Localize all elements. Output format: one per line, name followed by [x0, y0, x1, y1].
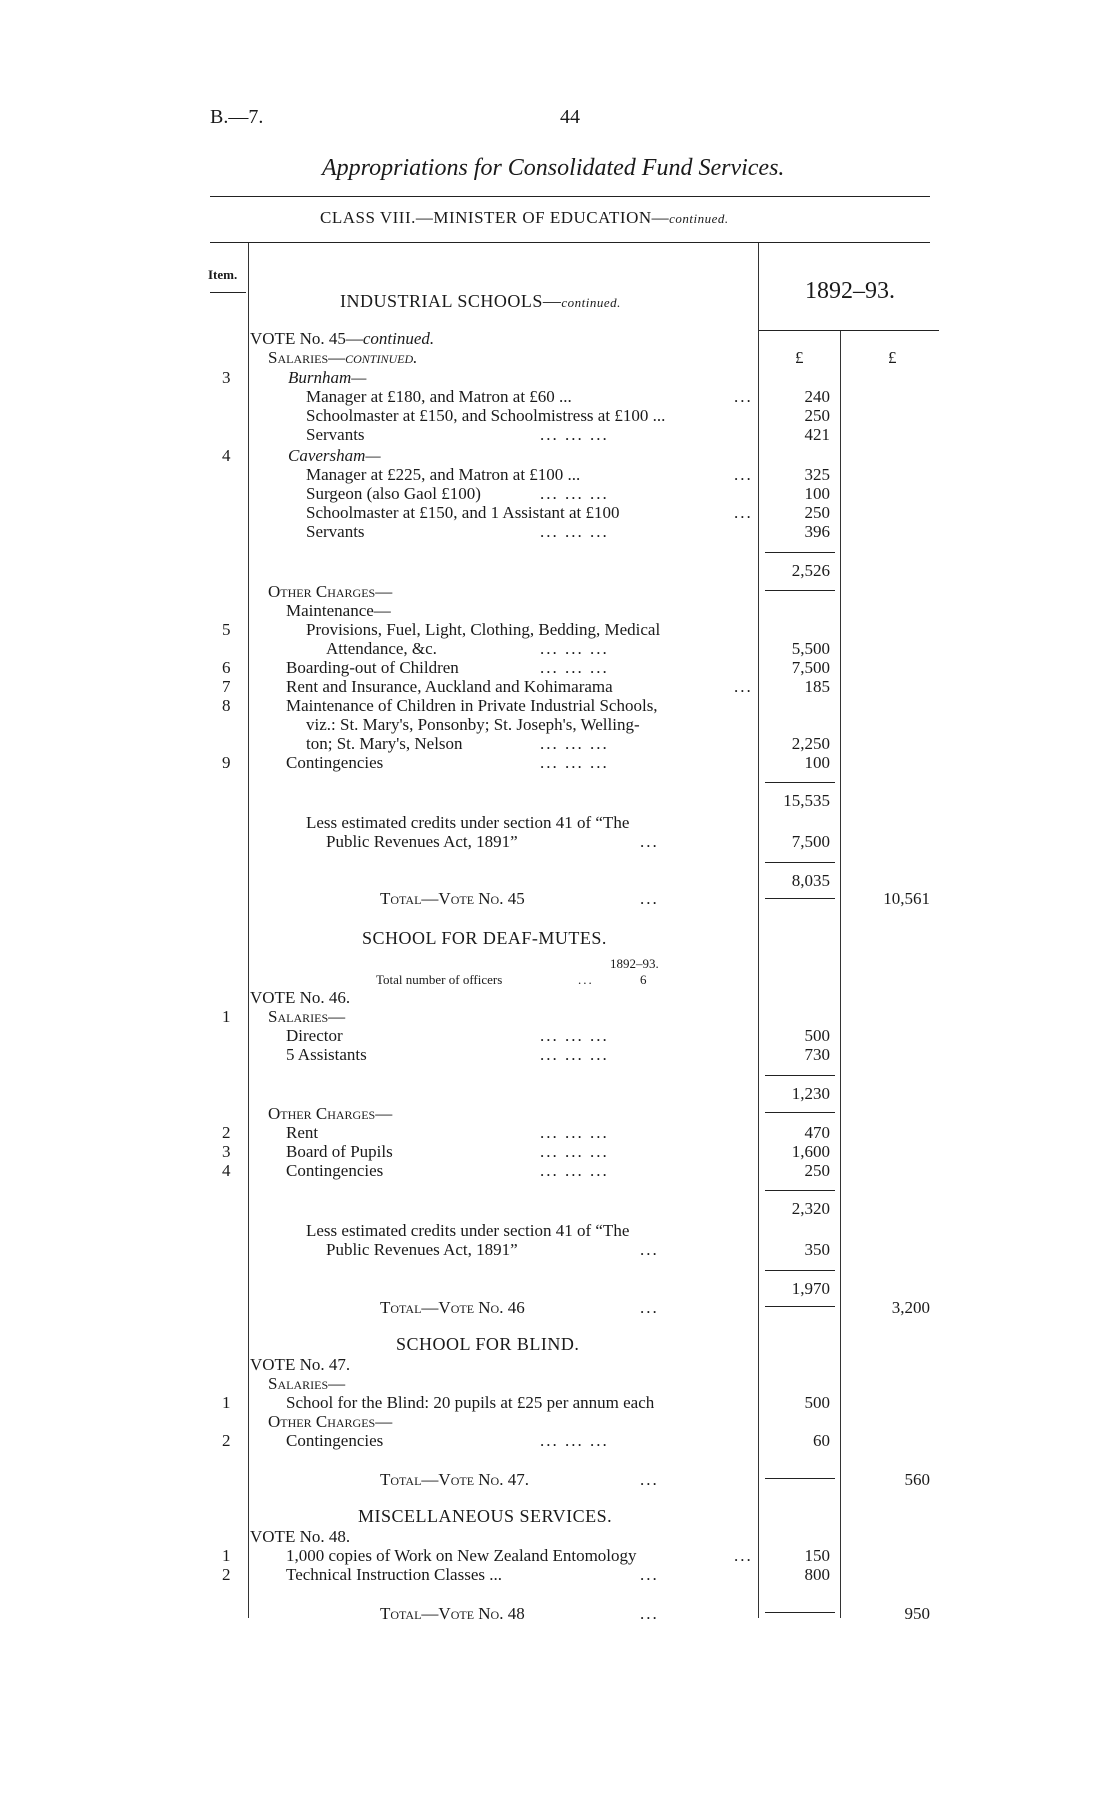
leader-dots: ... ... ... — [540, 1142, 609, 1161]
vote-total: 950 — [904, 1604, 930, 1623]
amount: 1,600 — [791, 1142, 830, 1161]
line-item: Servants — [306, 425, 365, 444]
leader-dots: ... ... ... — [540, 734, 609, 753]
other-charges-heading: Other Charges— — [268, 582, 393, 601]
subtotal: 2,320 — [791, 1199, 830, 1218]
vote-total-label: Total—Vote No. 48 — [380, 1604, 525, 1623]
credits-line: Less estimated credits under section 41 of “The — [306, 1221, 630, 1240]
rule — [765, 1112, 835, 1113]
amount: 100 — [804, 753, 830, 772]
amount: 250 — [804, 406, 830, 425]
salaries-heading: Salaries—continued. — [268, 348, 418, 367]
amount: 730 — [804, 1045, 830, 1064]
line-item: Schoolmaster at £150, and 1 Assistant at £100 — [306, 503, 620, 522]
line-item: Contingencies — [286, 753, 384, 772]
line-item: School for the Blind: 20 pupils at £25 per annum each — [286, 1393, 655, 1412]
amount: 2,250 — [791, 734, 830, 753]
leader-dots: ... ... ... — [540, 1161, 609, 1180]
burnham-heading: Burnham— — [288, 368, 367, 387]
net-amount: 8,035 — [791, 871, 830, 890]
rule — [765, 590, 835, 591]
leader-dots: ... — [734, 503, 753, 522]
amount: 240 — [804, 387, 830, 406]
amount: 250 — [804, 503, 830, 522]
amount: 500 — [804, 1393, 830, 1412]
leader-dots: ... ... ... — [540, 753, 609, 772]
vote-total: 560 — [904, 1470, 930, 1489]
rule — [765, 1478, 835, 1479]
leader-dots: ... ... ... — [540, 522, 609, 541]
rule — [765, 782, 835, 783]
rule — [210, 196, 930, 197]
leader-dots: ... — [640, 1604, 659, 1623]
line-item: Rent — [286, 1123, 319, 1142]
rule — [765, 1075, 835, 1076]
amount: 185 — [804, 677, 830, 696]
subtotal: 1,230 — [791, 1084, 830, 1103]
amount: 470 — [804, 1123, 830, 1142]
amount: 396 — [804, 522, 830, 541]
line-item: Rent and Insurance, Auckland and Kohimarama — [286, 677, 613, 696]
rule — [210, 242, 930, 243]
amount: 150 — [804, 1546, 830, 1565]
vote-total-label: Total—Vote No. 46 — [380, 1298, 525, 1317]
amount: 5,500 — [791, 639, 830, 658]
rule — [210, 292, 246, 293]
page-ref: B.—7. — [210, 106, 264, 128]
item-number: 2 — [222, 1431, 231, 1450]
amount: 7,500 — [791, 832, 830, 851]
line-item: 1,000 copies of Work on New Zealand Entomology — [286, 1546, 637, 1565]
leader-dots: ... — [640, 1565, 659, 1584]
other-charges-heading: Other Charges— — [268, 1104, 393, 1123]
credits-line: Public Revenues Act, 1891” — [326, 1240, 518, 1259]
line-item: Attendance, &c. — [326, 639, 437, 658]
vote-total-label: Total—Vote No. 47. — [380, 1470, 529, 1489]
line-item: viz.: St. Mary's, Ponsonby; St. Joseph's, Welling- — [306, 715, 640, 734]
item-number: 1 — [222, 1546, 231, 1565]
vote-total: 3,200 — [891, 1298, 930, 1317]
page-number: 44 — [560, 106, 580, 128]
vote-total-label: Total—Vote No. 45 — [380, 889, 525, 908]
leader-dots: ... — [640, 1298, 659, 1317]
year-header: 1892–93. — [805, 278, 895, 304]
item-number: 3 — [222, 1142, 231, 1161]
line-item: Technical Instruction Classes ... — [286, 1565, 502, 1584]
item-number: 6 — [222, 658, 231, 677]
amount-column-divider — [840, 330, 841, 1618]
rule — [765, 898, 835, 899]
credits-line: Less estimated credits under section 41 of “The — [306, 813, 630, 832]
leader-dots: ... ... ... — [540, 1123, 609, 1142]
rule — [765, 1270, 835, 1271]
leader-dots: ... — [578, 972, 594, 987]
officers-year: 1892–93. — [610, 956, 659, 971]
rule — [765, 1190, 835, 1191]
item-number: 9 — [222, 753, 231, 772]
leader-dots: ... — [640, 1470, 659, 1489]
item-number: 5 — [222, 620, 231, 639]
rule — [765, 1306, 835, 1307]
vote-48: VOTE No. 48. — [250, 1527, 351, 1546]
leader-dots: ... — [734, 677, 753, 696]
leader-dots: ... — [734, 387, 753, 406]
amount: 500 — [804, 1026, 830, 1045]
amount: 421 — [804, 425, 830, 444]
line-item: Contingencies — [286, 1161, 384, 1180]
rule — [765, 862, 835, 863]
leader-dots: ... — [734, 1546, 753, 1565]
pound-sign: £ — [888, 348, 897, 367]
line-item: Provisions, Fuel, Light, Clothing, Bedding, Medical — [306, 620, 661, 639]
item-column-divider — [248, 243, 249, 1618]
rule — [759, 330, 939, 331]
item-number: 2 — [222, 1123, 231, 1142]
leader-dots: ... ... ... — [540, 1026, 609, 1045]
industrial-heading: INDUSTRIAL SCHOOLS—continued. — [340, 291, 621, 311]
vote-total: 10,561 — [883, 889, 930, 908]
page-title: Appropriations for Consolidated Fund Services. — [322, 155, 785, 181]
amount: 800 — [804, 1565, 830, 1584]
line-item: Manager at £225, and Matron at £100 ... — [306, 465, 581, 484]
amount-column-divider — [758, 243, 759, 1618]
vote-45: VOTE No. 45—continued. — [250, 329, 435, 348]
pound-sign: £ — [795, 348, 804, 367]
amount: 100 — [804, 484, 830, 503]
line-item: Boarding-out of Children — [286, 658, 459, 677]
amount: 325 — [804, 465, 830, 484]
other-charges-heading: Other Charges— — [268, 1412, 393, 1431]
subtotal: 15,535 — [783, 791, 830, 810]
line-item: Manager at £180, and Matron at £60 ... — [306, 387, 572, 406]
subtotal: 2,526 — [791, 561, 830, 580]
amount: 7,500 — [791, 658, 830, 677]
item-number: 3 — [222, 368, 231, 387]
salaries-heading: Salaries— — [268, 1374, 346, 1393]
item-number: 7 — [222, 677, 231, 696]
amount: 350 — [804, 1240, 830, 1259]
credits-line: Public Revenues Act, 1891” — [326, 832, 518, 851]
item-number: 1 — [222, 1007, 231, 1026]
amount: 60 — [813, 1431, 830, 1450]
item-number: 2 — [222, 1565, 231, 1584]
line-item: Contingencies — [286, 1431, 384, 1450]
leader-dots: ... — [734, 465, 753, 484]
line-item: Schoolmaster at £150, and Schoolmistress at £100 ... — [306, 406, 666, 425]
officers-label: Total number of officers — [376, 972, 503, 987]
rule — [765, 1612, 835, 1613]
leader-dots: ... ... ... — [540, 1431, 609, 1450]
leader-dots: ... ... ... — [540, 658, 609, 677]
line-item: Maintenance of Children in Private Industrial Schools, — [286, 696, 658, 715]
leader-dots: ... ... ... — [540, 484, 609, 503]
caversham-heading: Caversham— — [288, 446, 381, 465]
item-number: 1 — [222, 1393, 231, 1412]
leader-dots: ... ... ... — [540, 639, 609, 658]
deaf-mutes-heading: SCHOOL FOR DEAF-MUTES. — [362, 928, 607, 948]
amount: 250 — [804, 1161, 830, 1180]
leader-dots: ... — [640, 832, 659, 851]
leader-dots: ... — [640, 889, 659, 908]
blind-heading: SCHOOL FOR BLIND. — [396, 1334, 580, 1354]
line-item: ton; St. Mary's, Nelson — [306, 734, 463, 753]
class-heading: CLASS VIII.—MINISTER OF EDUCATION—continued. — [320, 208, 729, 227]
item-column-header: Item. — [208, 267, 238, 282]
item-number: 4 — [222, 1161, 231, 1180]
net-amount: 1,970 — [791, 1279, 830, 1298]
vote-47: VOTE No. 47. — [250, 1355, 351, 1374]
line-item: Servants — [306, 522, 365, 541]
rule — [765, 552, 835, 553]
maintenance-heading: Maintenance— — [286, 601, 391, 620]
item-number: 4 — [222, 446, 231, 465]
line-item: Director — [286, 1026, 343, 1045]
leader-dots: ... ... ... — [540, 1045, 609, 1064]
misc-heading: MISCELLANEOUS SERVICES. — [358, 1506, 613, 1526]
line-item: Surgeon (also Gaol £100) — [306, 484, 481, 503]
salaries-heading: Salaries— — [268, 1007, 346, 1026]
line-item: Board of Pupils — [286, 1142, 393, 1161]
item-number: 8 — [222, 696, 231, 715]
officers-count: 6 — [640, 972, 647, 987]
vote-46: VOTE No. 46. — [250, 988, 351, 1007]
leader-dots: ... — [640, 1240, 659, 1259]
leader-dots: ... ... ... — [540, 425, 609, 444]
line-item: 5 Assistants — [286, 1045, 367, 1064]
